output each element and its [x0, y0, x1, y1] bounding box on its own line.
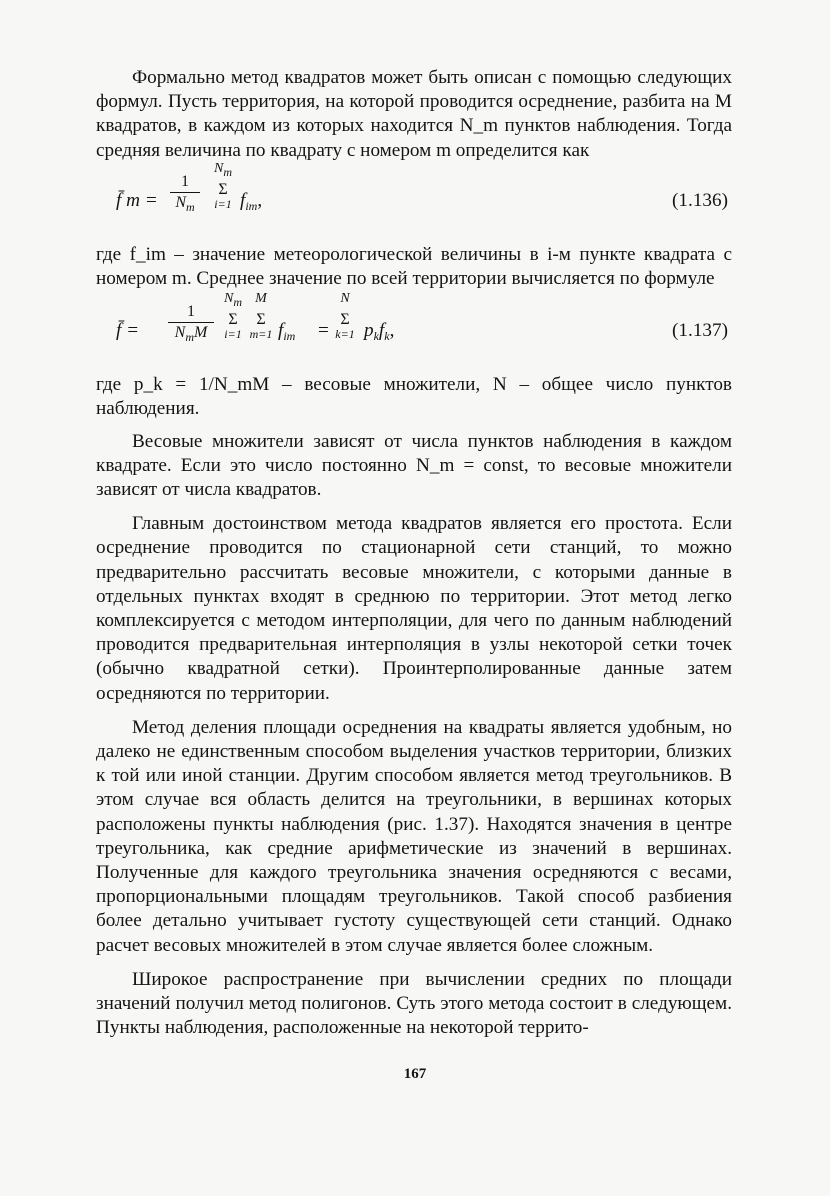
- formula-2-term-sub: im: [283, 329, 296, 344]
- formula-2-rhs-sub-f: k: [384, 329, 390, 344]
- formula-1-136: [96, 160, 732, 233]
- formula-1-term-sub: im: [245, 198, 258, 213]
- formula-1-sum-upper: N: [213, 160, 224, 176]
- formula-1-fraction: [170, 173, 200, 212]
- formula-2-rhs-sub-p: k: [373, 329, 379, 344]
- formula-2-equals: =: [318, 320, 329, 342]
- formula-1-sigma: Σ: [218, 180, 228, 198]
- formula-2-sum3-lower: k=1: [335, 327, 355, 342]
- paragraph-2: где f_im – значение метеорологической величины в i-м пункте квадрата с номером m. Среднее значение по всей территории вычисляется по формуле: [96, 243, 732, 290]
- formula-2-term: [278, 319, 295, 343]
- formula-2-sum3-upper: N: [340, 291, 350, 307]
- formula-2-sum1-lower: i=1: [224, 327, 242, 342]
- formula-2-denominator-tail: M: [194, 324, 208, 342]
- formula-2-sigma-3: Σ: [340, 311, 350, 329]
- formula-2-rhs: [364, 319, 394, 343]
- formula-2-sigma-1: Σ: [228, 311, 238, 329]
- paragraph-1: Формально метод квадратов может быть описан с помощью следующих формул. Пусть территория, на которой проводится осреднение, разбита на M квадратов, в каждом из которых находится N_m пунктов наблюдения. Тогда средняя величина по квадрату с номером m определится как: [96, 67, 732, 161]
- main-text: [96, 66, 732, 1041]
- formula-1-term-f: f: [240, 189, 246, 211]
- formula-1-sum-lower: i=1: [214, 196, 232, 211]
- formula-1-lhs: f̄ m =: [116, 189, 158, 211]
- formula-2-number: (1.137): [672, 320, 728, 342]
- formula-2-term-f: f: [278, 320, 284, 342]
- paragraph-6: Метод деления площади осреднения на квадраты является удобным, но далеко не единственным способом выделения участков территории, близких к той или иной станции. Другим способом является метод треугольников. В этом случае вся область делится на треугольники, в вершинах которых расположены пункты наблюдения (рис. 1.37). Находятся значения в центре треугольника, как средние арифметические из значений в вершинах. Полученные для каждого треугольника значения осредняются с весами, пропорциональными площадям треугольников. Такой способ разбиения более детально учитывает густоту существующей сети станций. Однако расчет весовых множителей в этом случае является более сложным.: [96, 716, 732, 956]
- formula-1-number: (1.136): [672, 189, 728, 211]
- formula-2-sum2-lower: m=1: [249, 327, 273, 342]
- formula-1-term: [240, 189, 262, 213]
- formula-2-numerator: 1: [187, 303, 195, 321]
- formula-2-sum1-upper-sub: m: [233, 295, 242, 310]
- paragraph-5: Главным достоинством метода квадратов является его простота. Если осреднение проводится по стационарной сети станций, то можно предварительно рассчитать весовые множители, с которыми данные в отдельных пунктах входят в среднюю по территории. Этот метод легко комплексируется с методом интерполяции, для чего по данным наблюдений проводится предварительная интерполяция в узлы некоторой сетки точек (обычно квадратной сетки). Проинтерполированные данные затем осредняются по территории.: [96, 513, 732, 704]
- formula-2-tail: ,: [389, 320, 395, 342]
- paragraph-4: Весовые множители зависят от числа пунктов наблюдения в каждом квадрате. Если это число постоянно N_m = const, то весовые множители зависят от числа квадратов.: [96, 430, 732, 501]
- formula-2-rhs-f: f: [378, 320, 385, 342]
- fraction-line: [168, 322, 214, 323]
- formula-2-sigma-2: Σ: [256, 311, 266, 329]
- formula-1-numerator: 1: [181, 172, 189, 190]
- formula-1-137: [96, 291, 732, 363]
- formula-1-tail: ,: [257, 189, 263, 211]
- formula-2-denominator: N: [174, 324, 186, 342]
- formula-2-sum-3: [330, 291, 360, 341]
- fraction-line: [170, 192, 200, 193]
- paragraph-3: где p_k = 1/N_mM – весовые множители, N – общее число пунктов наблюдения.: [96, 374, 732, 420]
- formula-2-sum-2: [246, 291, 276, 341]
- formula-2-rhs-p: p: [364, 320, 374, 342]
- formula-1-denominator: N: [175, 193, 186, 211]
- page-number: 167: [403, 1066, 427, 1082]
- paragraph-7: Широкое распространение при вычислении средних по площади значений получил метод полигонов. Суть этого метода состоит в следующем. Пункты наблюдения, расположенные на некоторой террито-: [96, 968, 732, 1039]
- formula-2-sum1-upper: N: [223, 291, 234, 307]
- formula-2-sum-1: [218, 291, 248, 341]
- formula-2-denominator-sub: m: [185, 330, 194, 345]
- formula-2-fraction: [168, 303, 214, 345]
- formula-2-lhs: f̄ =: [116, 320, 140, 342]
- formula-2-sum2-upper: M: [255, 291, 267, 307]
- formula-1-sum: [208, 161, 238, 211]
- formula-1-denominator-sub: m: [186, 199, 195, 214]
- formula-1-sum-upper-sub: m: [223, 164, 232, 179]
